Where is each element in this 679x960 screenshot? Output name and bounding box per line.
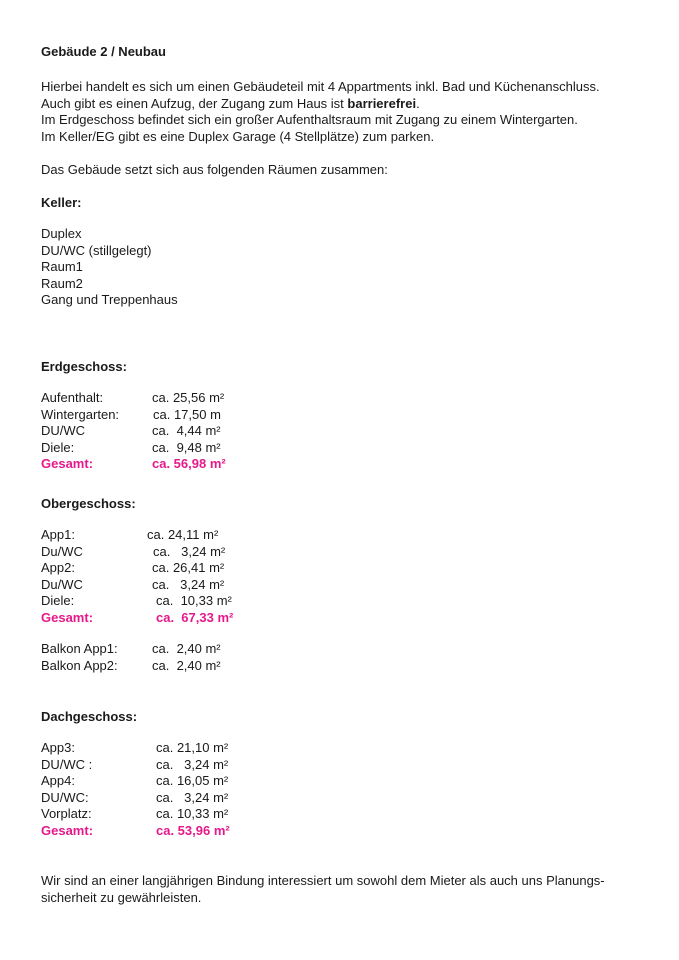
intro-line-2 xyxy=(41,96,600,113)
list-item: Gang und Treppenhaus xyxy=(41,292,178,307)
dachgeschoss-heading: Dachgeschoss: xyxy=(41,709,138,724)
list-item: DU/WC (stillgelegt) xyxy=(41,242,152,258)
list-item: Raum1 xyxy=(41,259,83,274)
erdgeschoss-heading: Erdgeschoss: xyxy=(41,359,127,374)
closing-paragraph: Wir sind an einer langjährigen Bindung interessiert um sowohl dem Mieter als auch uns Planungs-sicherheit zu gewährleisten. xyxy=(41,873,605,905)
keller-list xyxy=(41,226,178,309)
intro-bold-barrierefrei: barrierefrei xyxy=(347,95,417,111)
list-item: Duplex xyxy=(41,226,82,241)
intro-paragraph xyxy=(41,79,600,145)
intro-line-2-end: . xyxy=(416,95,420,111)
summary-text: Das Gebäude setzt sich aus folgenden Räumen zusammen: xyxy=(41,162,388,177)
document-title: Gebäude 2 / Neubau xyxy=(41,44,166,59)
intro-line-2-text: Auch gibt es einen Aufzug, der Zugang zum Haus ist xyxy=(41,95,348,111)
list-item: Raum2 xyxy=(41,275,83,291)
intro-line-4: Im Keller/EG gibt es eine Duplex Garage (4 Stellplätze) zum parken. xyxy=(41,128,435,144)
keller-heading: Keller: xyxy=(41,195,82,210)
intro-line-3: Im Erdgeschoss befindet sich ein großer Aufenthaltsraum mit Zugang zu einem Wintergarten. xyxy=(41,112,578,127)
intro-line-1: Hierbei handelt es sich um einen Gebäudeteil mit 4 Appartments inkl. Bad und Küchenanschluss. xyxy=(41,79,600,94)
obergeschoss-heading: Obergeschoss: xyxy=(41,496,136,511)
